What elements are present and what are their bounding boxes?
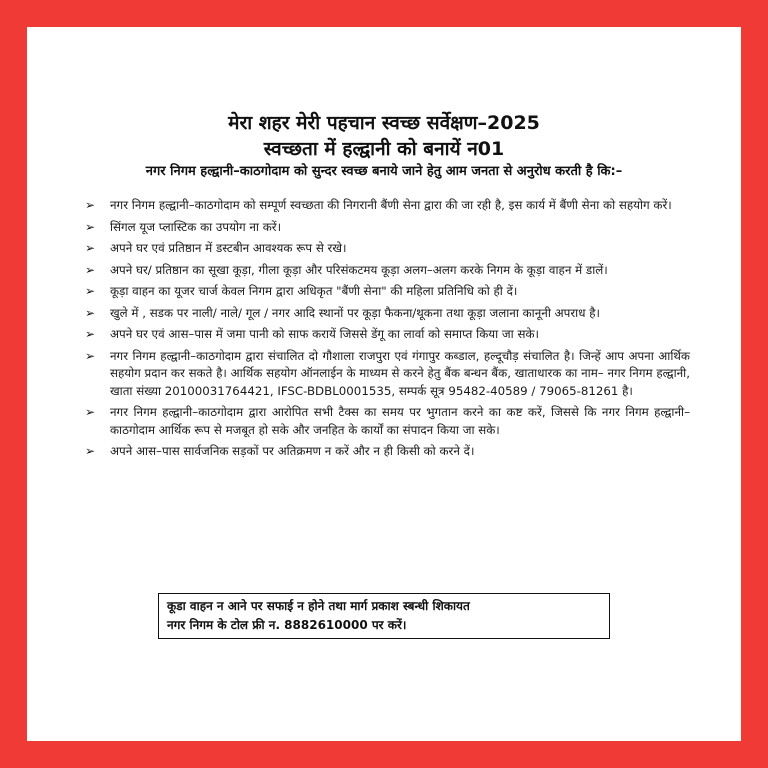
intro-text: नगर निगम हल्द्वानी–काठगोदाम को सुन्दर स्वच्छ बनाये जाने हेतु आम जनता से अनुरोध करती है कि:– xyxy=(145,164,623,179)
arrow-bullet-icon: ➢ xyxy=(85,262,96,277)
list-item xyxy=(85,305,690,323)
arrow-bullet-icon: ➢ xyxy=(85,305,96,320)
complaint-notice-box xyxy=(158,593,610,639)
arrow-bullet-icon: ➢ xyxy=(85,444,96,458)
list-item-text: अपने घर एवं आस–पास में जमा पानी को साफ करायें जिससे डेंगू का लार्वा को समाप्त किया जा सके। xyxy=(110,327,539,341)
list-item xyxy=(85,283,690,301)
arrow-bullet-icon: ➢ xyxy=(85,405,96,419)
list-item-text: नगर निगम हल्द्वानी–काठगोदाम द्वारा संचालित दो गौशाला राजपुरा एवं गंगापुर कब्डाल, हल्दूचौड़ संचालित है। जिन्हें आप अपना आर्थिक सहयोग प्रदान कर सकते है। आर्थिक सहयोग ऑनलाईन के माध्यम से करने हेतु बैंक बन्धन बैंक, खाताधारक का नाम– नगर निगम हल्द्वानी, खाता संख्या 20100031764421, IFSC-BDBL0001535, सम्पर्क सूत्र 95482-40589 / 79065-81261 है। xyxy=(110,348,690,398)
list-item-text: कूड़ा वाहन का यूजर चार्ज केवल निगम द्वारा अधिकृत "बैंणी सेना" की महिला प्रतिनिधि को ही दें। xyxy=(110,284,518,298)
title-line-1: मेरा शहर मेरी पहचान स्वच्छ सर्वेक्षण–2025 xyxy=(228,112,540,134)
list-item xyxy=(85,326,690,344)
appeal-list xyxy=(85,197,690,465)
arrow-bullet-icon: ➢ xyxy=(85,198,96,212)
arrow-bullet-icon: ➢ xyxy=(85,327,96,341)
arrow-bullet-icon: ➢ xyxy=(85,284,96,298)
notice-line-1: कूडा वाहन न आने पर सफाई न होने तथा मार्ग प्रकाश स्बन्धी शिकायत xyxy=(167,599,470,613)
arrow-bullet-icon: ➢ xyxy=(85,219,96,234)
list-item-text: खुले में , सडक पर नाली/ नाले/ गूल / नगर आदि स्थानों पर कूड़ा फैकना/थूकना तथा कूड़ा जलाना कानूनी अपराध है। xyxy=(110,305,600,320)
list-item-text: नगर निगम हल्द्वानी–काठगोदाम द्वारा आरोपित सभी टैक्स का समय पर भुगतान करने का कष्ट करें, जिससे कि नगर निगम हल्द्वानी–काठगोदाम आर्थिक रूप से मजबूत हो सके और जनहित के कार्यों का संपादन किया जा सके। xyxy=(110,405,690,437)
arrow-bullet-icon: ➢ xyxy=(85,241,96,255)
list-item xyxy=(85,197,690,215)
list-item-text: सिंगल यूज प्लास्टिक का उपयोग ना करें। xyxy=(110,219,282,234)
list-item-text: नगर निगम हल्द्वानी–काठगोदाम को सम्पूर्ण स्वच्छता की निगरानी बैंणी सेना द्वारा की जा रही है, इस कार्य में बैंणी सेना को सहयोग करें। xyxy=(110,198,672,212)
notice-sheet xyxy=(27,27,741,741)
title-line-2: स्वच्छता में हल्द्वानी को बनायें न01 xyxy=(263,138,505,160)
arrow-bullet-icon: ➢ xyxy=(85,348,96,363)
list-item xyxy=(85,348,690,401)
list-item xyxy=(85,240,690,258)
notice-line-2: नगर निगम के टोल फ्री न. 8882610000 पर करें। xyxy=(167,618,407,632)
list-item-text: अपने घर एवं प्रतिष्ठान में डस्टबीन आवश्यक रूप से रखे। xyxy=(110,241,347,255)
list-item xyxy=(85,262,690,280)
list-item-text: अपने आस–पास सार्वजनिक सड़कों पर अतिक्रमण न करें और न ही किसी को करने दें। xyxy=(110,444,475,458)
list-item xyxy=(85,404,690,439)
list-item-text: अपने घर/ प्रतिष्ठान का सूखा कूड़ा, गीला कूड़ा और परिसंकटमय कूड़ा अलग–अलग करके निगम के कूड़ा वाहन में डालें। xyxy=(110,262,608,277)
list-item xyxy=(85,219,690,237)
list-item xyxy=(85,443,690,461)
